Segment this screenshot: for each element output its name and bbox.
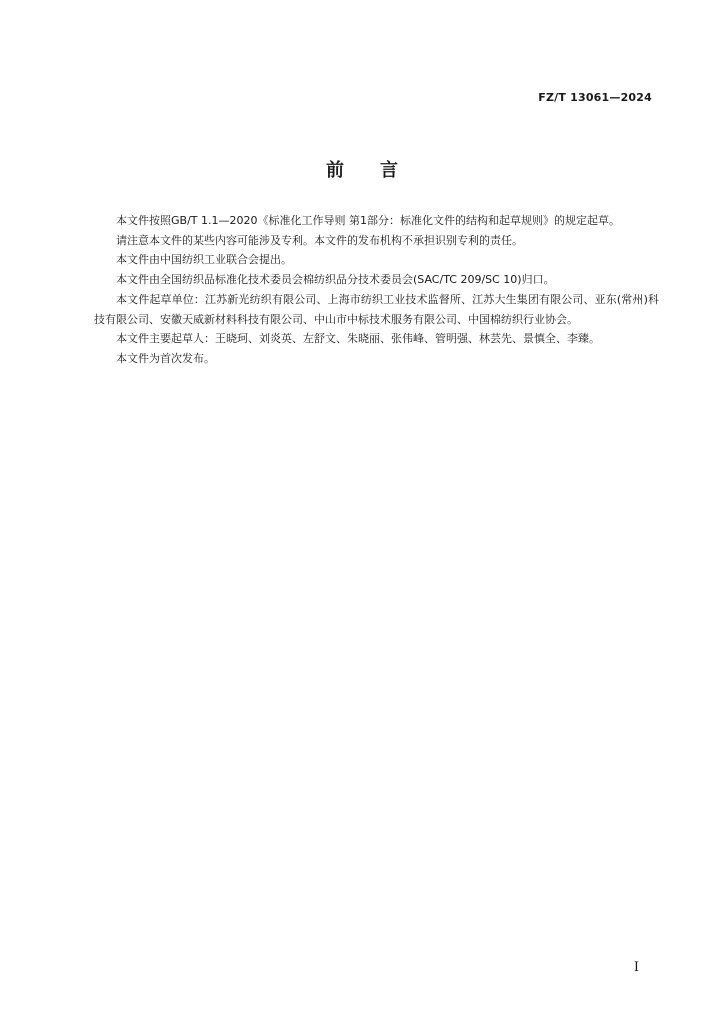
paragraph-patent-notice: 请注意本文件的某些内容可能涉及专利。本文件的发布机构不承担识别专利的责任。 xyxy=(116,233,523,247)
paragraph-proposer: 本文件由中国纺织工业联合会提出。 xyxy=(116,253,292,267)
paragraph-drafting-rules: 本文件按照GB/T 1.1—2020《标准化工作导则 第1部分：标准化文件的结构和起草规则》的规定起草。 xyxy=(116,214,620,227)
paragraph-technical-committee: 本文件由全国纺织品标准化技术委员会棉纺织品分技术委员会(SAC/TC 209/SC 10)归口。 xyxy=(116,273,555,287)
foreword-body xyxy=(94,211,659,369)
paragraph-drafters: 本文件主要起草人：王晓珂、刘炎英、左舒文、朱晓丽、张伟峰、管明强、林芸先、景慎全、李臻。 xyxy=(116,332,600,346)
page-number: I xyxy=(633,960,639,975)
document-code: FZ/T 13061—2024 xyxy=(538,91,652,104)
page-title: 前言 xyxy=(326,160,434,181)
paragraph-drafting-units: 本文件起草单位：江苏新光纺织有限公司、上海市纺织工业技术监督所、江苏大生集团有限公司、亚东(常州)科技有限公司、安徽天威新材料科技有限公司、中山市中标技术服务有限公司、中国棉纺织行业协会。 xyxy=(94,292,659,326)
paragraph-first-edition: 本文件为首次发布。 xyxy=(116,351,215,365)
